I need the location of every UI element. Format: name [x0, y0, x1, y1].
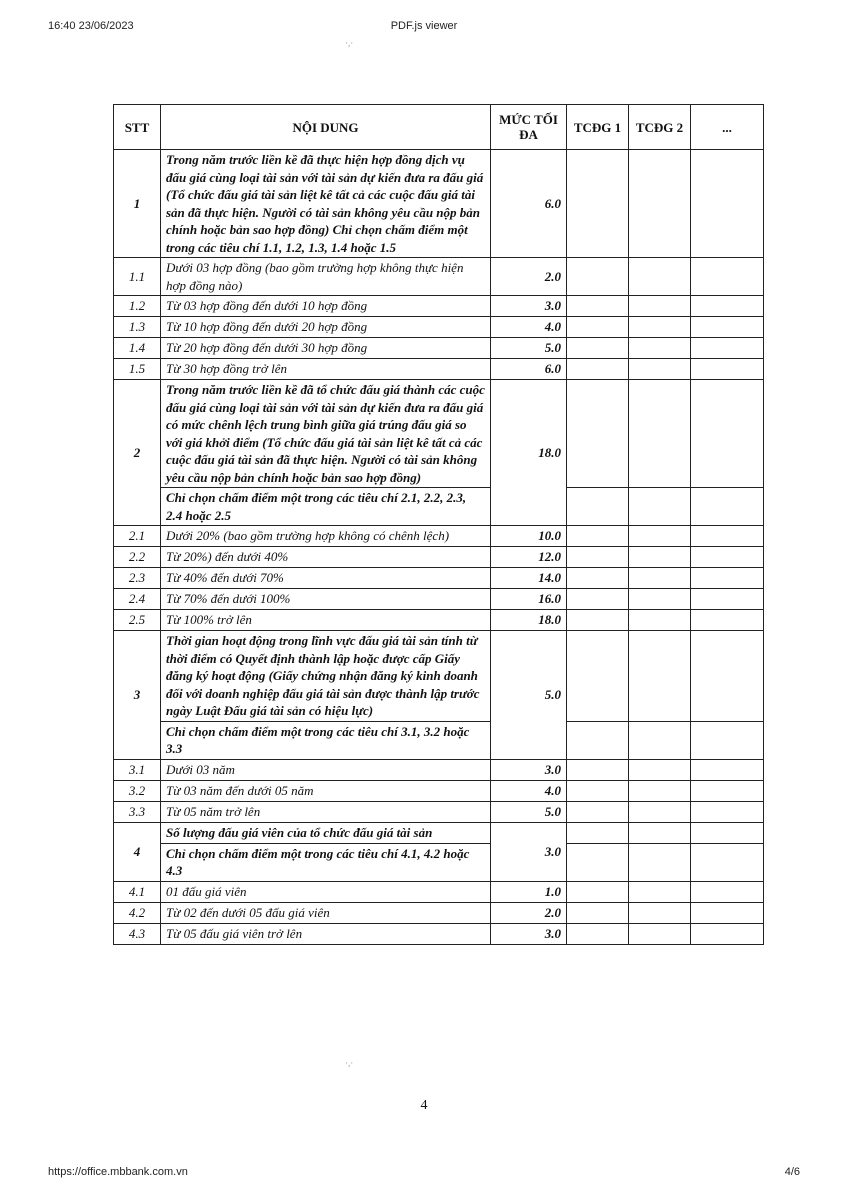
- table-row: [114, 296, 764, 317]
- table-row: [114, 568, 764, 589]
- row-score: 16.0: [491, 589, 567, 610]
- row-stt: 1.4: [114, 338, 161, 359]
- row-score: 3.0: [491, 923, 567, 944]
- more-cell: [691, 488, 764, 526]
- row-stt: 1.5: [114, 359, 161, 380]
- table-row: [114, 610, 764, 631]
- table-row: [114, 759, 764, 780]
- tcdg-2-cell: [629, 150, 691, 258]
- row-content: Từ 03 hợp đồng đến dưới 10 hợp đồng: [161, 296, 491, 317]
- more-cell: [691, 338, 764, 359]
- tcdg-2-cell: [629, 801, 691, 822]
- tcdg-1-cell: [567, 150, 629, 258]
- row-content: Từ 10 hợp đồng đến dưới 20 hợp đồng: [161, 317, 491, 338]
- row-content: Từ 70% đến dưới 100%: [161, 589, 491, 610]
- table-row: [114, 631, 764, 722]
- more-cell: [691, 801, 764, 822]
- row-content: Từ 03 năm đến dưới 05 năm: [161, 780, 491, 801]
- scan-speck: ·,·: [345, 38, 354, 48]
- row-score: 4.0: [491, 317, 567, 338]
- tcdg-1-cell: [567, 338, 629, 359]
- table-header-row: [114, 105, 764, 150]
- row-stt: 4.1: [114, 881, 161, 902]
- row-score: 5.0: [491, 338, 567, 359]
- row-stt: 1.2: [114, 296, 161, 317]
- tcdg-2-cell: [629, 881, 691, 902]
- row-stt: 1.3: [114, 317, 161, 338]
- tcdg-1-cell: [567, 881, 629, 902]
- tcdg-1-cell: [567, 759, 629, 780]
- page-number: 4: [420, 1098, 428, 1113]
- criteria-table: [113, 104, 764, 945]
- tcdg-1-cell: [567, 296, 629, 317]
- table-row: [114, 380, 764, 488]
- tcdg-2-cell: [629, 488, 691, 526]
- tcdg-2-cell: [629, 258, 691, 296]
- row-content: Từ 40% đến dưới 70%: [161, 568, 491, 589]
- row-stt: 3: [114, 631, 161, 760]
- more-cell: [691, 359, 764, 380]
- more-cell: [691, 780, 764, 801]
- row-stt: 4.3: [114, 923, 161, 944]
- row-content: Số lượng đấu giá viên của tổ chức đấu giá tài sản: [161, 822, 491, 843]
- tcdg-2-cell: [629, 923, 691, 944]
- table-row: [114, 721, 764, 759]
- tcdg-2-cell: [629, 589, 691, 610]
- tcdg-2-cell: [629, 631, 691, 722]
- more-cell: [691, 631, 764, 722]
- tcdg-1-cell: [567, 822, 629, 843]
- row-score: 3.0: [491, 759, 567, 780]
- print-footer: [48, 1166, 800, 1184]
- more-cell: [691, 526, 764, 547]
- row-stt: 1: [114, 150, 161, 258]
- row-score: 4.0: [491, 780, 567, 801]
- row-stt: 2.4: [114, 589, 161, 610]
- more-cell: [691, 759, 764, 780]
- row-score: 5.0: [491, 631, 567, 760]
- table-row: [114, 589, 764, 610]
- tcdg-2-cell: [629, 780, 691, 801]
- table-row: [114, 526, 764, 547]
- tcdg-1-cell: [567, 843, 629, 881]
- row-content: Dưới 03 hợp đồng (bao gồm trường hợp không thực hiện hợp đồng nào): [161, 258, 491, 296]
- more-cell: [691, 923, 764, 944]
- table-row: [114, 150, 764, 258]
- header-tcdg-2: TCĐG 2: [629, 105, 691, 150]
- row-stt: 2.3: [114, 568, 161, 589]
- table-row: [114, 822, 764, 843]
- row-content: Từ 30 hợp đồng trở lên: [161, 359, 491, 380]
- tcdg-1-cell: [567, 721, 629, 759]
- row-stt: 4.2: [114, 902, 161, 923]
- tcdg-2-cell: [629, 359, 691, 380]
- row-content: Từ 05 năm trở lên: [161, 801, 491, 822]
- table-row: [114, 317, 764, 338]
- row-content: Thời gian hoạt động trong lĩnh vực đấu giá tài sản tính từ thời điểm có Quyết định thành lập hoặc được cấp Giấy đăng ký hoạt động (Giấy chứng nhận đăng ký kinh doanh đối với doanh nghiệp đấu giá tài sản được thành lập trước ngày Luật Đấu giá tài sản có hiệu lực): [161, 631, 491, 722]
- more-cell: [691, 881, 764, 902]
- tcdg-1-cell: [567, 923, 629, 944]
- viewer-title: PDF.js viewer: [390, 20, 458, 32]
- row-stt: 3.3: [114, 801, 161, 822]
- row-note: Chỉ chọn chấm điểm một trong các tiêu chí 3.1, 3.2 hoặc 3.3: [161, 721, 491, 759]
- row-note: Chỉ chọn chấm điểm một trong các tiêu chí 4.1, 4.2 hoặc 4.3: [161, 843, 491, 881]
- more-cell: [691, 902, 764, 923]
- tcdg-1-cell: [567, 801, 629, 822]
- table-row: [114, 923, 764, 944]
- more-cell: [691, 843, 764, 881]
- header-max-score: MỨC TỐI ĐA: [491, 105, 567, 150]
- print-url: https://office.mbbank.com.vn: [48, 1166, 188, 1178]
- tcdg-2-cell: [629, 296, 691, 317]
- row-stt: 2.1: [114, 526, 161, 547]
- header-stt: STT: [114, 105, 161, 150]
- tcdg-2-cell: [629, 902, 691, 923]
- row-content: Từ 20 hợp đồng đến dưới 30 hợp đồng: [161, 338, 491, 359]
- tcdg-1-cell: [567, 780, 629, 801]
- table-row: [114, 338, 764, 359]
- tcdg-2-cell: [629, 338, 691, 359]
- row-score: 2.0: [491, 258, 567, 296]
- scan-speck: ·,·: [345, 1058, 354, 1068]
- tcdg-2-cell: [629, 380, 691, 488]
- row-stt: 2: [114, 380, 161, 526]
- row-score: 3.0: [491, 822, 567, 881]
- row-content: Trong năm trước liền kề đã thực hiện hợp đồng dịch vụ đấu giá cùng loại tài sản với tài sản dự kiến đưa ra đấu giá (Tổ chức đấu giá tài sản liệt kê tất cả các cuộc đấu giá tài sản đã thực hiện. Người có tài sản không yêu cầu nộp bản chính hoặc bản sao hợp đồng) Chỉ chọn chấm điểm một trong các tiêu chí 1.1, 1.2, 1.3, 1.4 hoặc 1.5: [161, 150, 491, 258]
- row-score: 18.0: [491, 380, 567, 526]
- more-cell: [691, 317, 764, 338]
- tcdg-1-cell: [567, 317, 629, 338]
- table-row: [114, 881, 764, 902]
- header-tcdg-1: TCĐG 1: [567, 105, 629, 150]
- row-stt: 2.2: [114, 547, 161, 568]
- row-score: 6.0: [491, 150, 567, 258]
- row-stt: 2.5: [114, 610, 161, 631]
- more-cell: [691, 589, 764, 610]
- print-header: [48, 20, 800, 38]
- more-cell: [691, 568, 764, 589]
- row-score: 12.0: [491, 547, 567, 568]
- more-cell: [691, 258, 764, 296]
- tcdg-1-cell: [567, 568, 629, 589]
- tcdg-1-cell: [567, 547, 629, 568]
- row-content: Từ 20%) đến dưới 40%: [161, 547, 491, 568]
- tcdg-2-cell: [629, 822, 691, 843]
- tcdg-2-cell: [629, 610, 691, 631]
- row-content: Từ 100% trở lên: [161, 610, 491, 631]
- row-content: 01 đấu giá viên: [161, 881, 491, 902]
- table-row: [114, 801, 764, 822]
- tcdg-2-cell: [629, 568, 691, 589]
- tcdg-2-cell: [629, 759, 691, 780]
- more-cell: [691, 547, 764, 568]
- row-score: 5.0: [491, 801, 567, 822]
- row-score: 6.0: [491, 359, 567, 380]
- tcdg-1-cell: [567, 631, 629, 722]
- tcdg-2-cell: [629, 843, 691, 881]
- table-row: [114, 488, 764, 526]
- print-page-count: 4/6: [784, 1166, 800, 1178]
- more-cell: [691, 721, 764, 759]
- tcdg-1-cell: [567, 359, 629, 380]
- row-score: 3.0: [491, 296, 567, 317]
- row-content: Trong năm trước liền kề đã tổ chức đấu giá thành các cuộc đấu giá cùng loại tài sản với tài sản dự kiến đưa ra đấu giá có mức chênh lệch trung bình giữa giá trúng đấu giá so với giá khởi điểm (Tổ chức đấu giá tài sản liệt kê tất cả các cuộc đấu giá tài sản đã thực hiện. Người có tài sản không yêu cầu nộp bản chính hoặc bản sao hợp đồng): [161, 380, 491, 488]
- row-content: Từ 02 đến dưới 05 đấu giá viên: [161, 902, 491, 923]
- row-content: Dưới 20% (bao gồm trường hợp không có chênh lệch): [161, 526, 491, 547]
- table-row: [114, 902, 764, 923]
- more-cell: [691, 822, 764, 843]
- row-stt: 1.1: [114, 258, 161, 296]
- more-cell: [691, 150, 764, 258]
- print-datetime: 16:40 23/06/2023: [48, 20, 134, 32]
- tcdg-1-cell: [567, 902, 629, 923]
- row-content: Dưới 03 năm: [161, 759, 491, 780]
- table-row: [114, 780, 764, 801]
- tcdg-2-cell: [629, 317, 691, 338]
- tcdg-2-cell: [629, 547, 691, 568]
- row-stt: 3.1: [114, 759, 161, 780]
- header-content: NỘI DUNG: [161, 105, 491, 150]
- row-stt: 4: [114, 822, 161, 881]
- row-stt: 3.2: [114, 780, 161, 801]
- header-more: ...: [691, 105, 764, 150]
- more-cell: [691, 296, 764, 317]
- tcdg-1-cell: [567, 488, 629, 526]
- row-score: 2.0: [491, 902, 567, 923]
- tcdg-1-cell: [567, 380, 629, 488]
- row-score: 1.0: [491, 881, 567, 902]
- table-row: [114, 547, 764, 568]
- table-row: [114, 359, 764, 380]
- tcdg-1-cell: [567, 526, 629, 547]
- tcdg-1-cell: [567, 589, 629, 610]
- table-row: [114, 843, 764, 881]
- table-row: [114, 258, 764, 296]
- tcdg-1-cell: [567, 610, 629, 631]
- row-content: Từ 05 đấu giá viên trở lên: [161, 923, 491, 944]
- tcdg-2-cell: [629, 526, 691, 547]
- row-score: 10.0: [491, 526, 567, 547]
- more-cell: [691, 610, 764, 631]
- tcdg-2-cell: [629, 721, 691, 759]
- tcdg-1-cell: [567, 258, 629, 296]
- row-score: 14.0: [491, 568, 567, 589]
- row-note: Chỉ chọn chấm điểm một trong các tiêu chí 2.1, 2.2, 2.3, 2.4 hoặc 2.5: [161, 488, 491, 526]
- row-score: 18.0: [491, 610, 567, 631]
- more-cell: [691, 380, 764, 488]
